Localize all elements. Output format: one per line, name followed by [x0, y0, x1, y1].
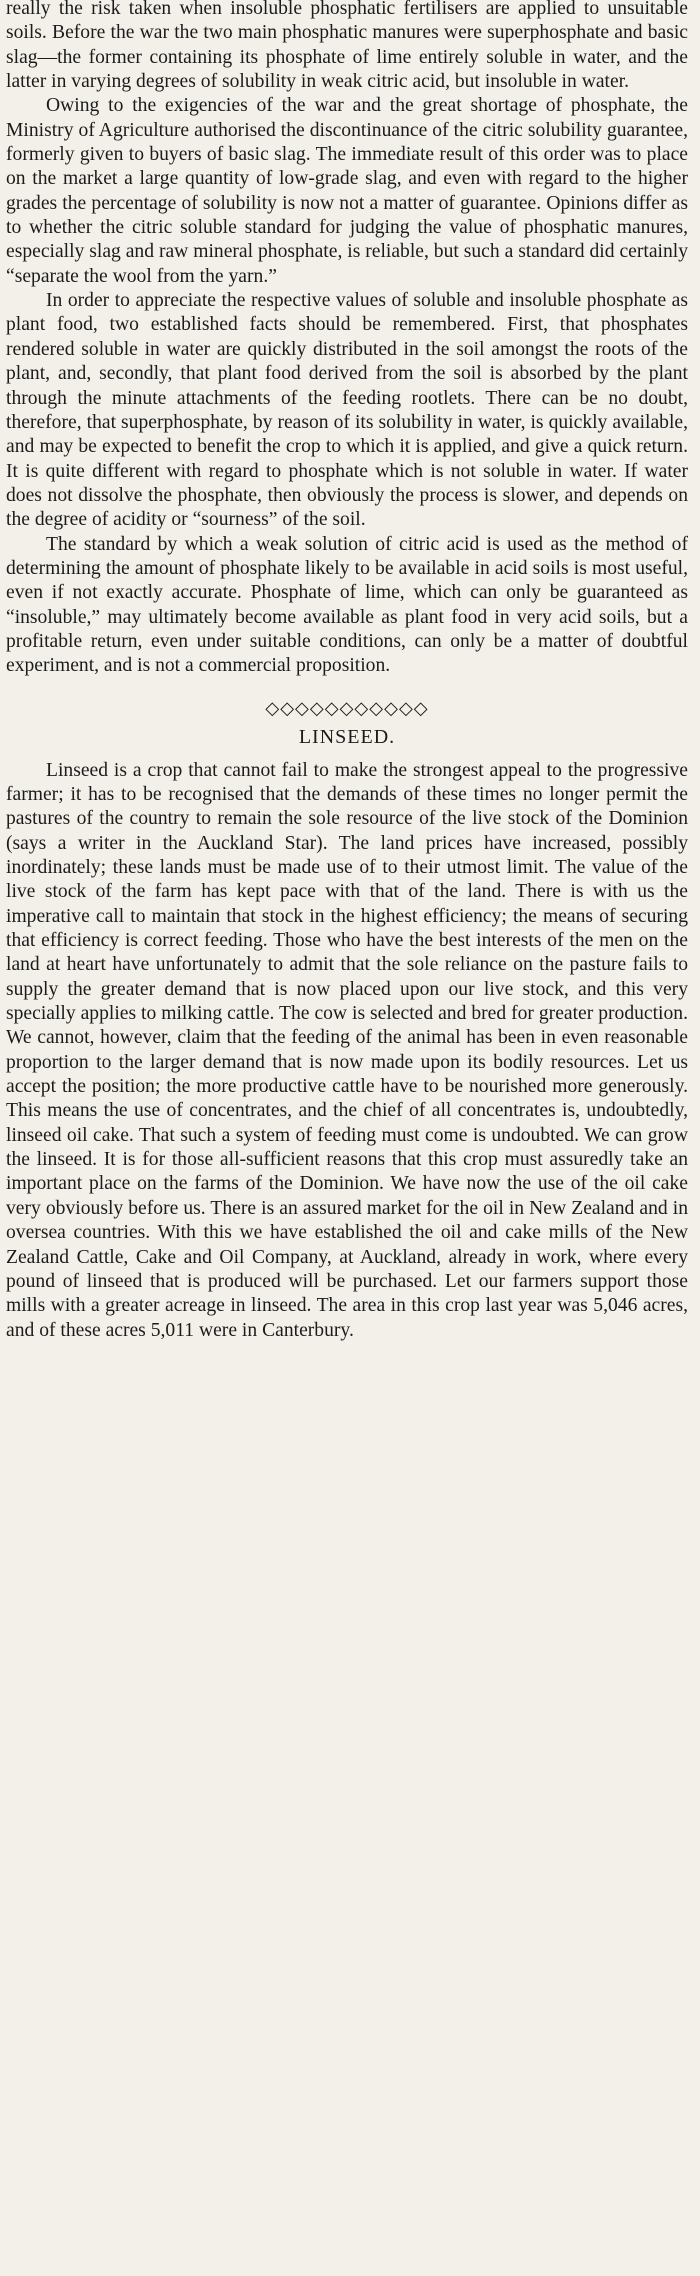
- paragraph-war-exigencies: Owing to the exigencies of the war and the great shortage of phosphate, the Ministry of Agriculture authorised the discontinuance of the citric solubility guarantee, formerly given to buyers of basic slag. The immediate result of this order was to place on the market a large quantity of low-grade slag, and even with regard to the higher grades the percentage of solubility is now not a matter of guarantee. Opinions differ as to whether the citric soluble standard for judging the value of phosphatic manures, especially slag and raw mineral phosphate, is reliable, but such a standard did certainly “separate the wool from the yarn.”: [6, 95, 688, 287]
- section-ornament: ◇◇◇◇◇◇◇◇◇◇◇: [265, 697, 429, 718]
- paragraph-linseed: Linseed is a crop that cannot fail to make the strongest appeal to the progressive farmer; it has to be recognised that the demands of these times no longer permit the pastures of the country to remain the sole resource of the live stock of the Dominion (says a writer in the Auckland Star). The land prices have increased, possibly inordinately; these lands must be made use of to their utmost limit. The value of the live stock of the farm has kept pace with that of the land. There is with us the imperative call to maintain that stock in the highest efficiency; the means of securing that efficiency is correct feeding. Those who have the best interests of the men on the land at heart have unfortunately to admit that the sole reliance on the pasture fails to supply the greater demand that is now placed upon our live stock, and this very specially applies to milking cattle. The cow is selected and bred for greater production. We cannot, however, claim that the feeding of the animal has been in even reasonable proportion to the larger demand that is now made upon its bodily resources. Let us accept the position; the more productive cattle have to be nourished more generously. This means the use of concentrates, and the chief of all concentrates is, undoubtedly, linseed oil cake. That such a system of feeding must come is undoubted. We can grow the linseed. It is for those all-sufficient reasons that this crop must assuredly take an important place on the farms of the Dominion. We have now the use of the oil cake very obviously before us. There is an assured market for the oil in New Zealand and in oversea countries. With this we have established the oil and cake mills of the New Zealand Cattle, Cake and Oil Company, at Auckland, already in work, where every pound of linseed that is produced will be purchased. Let our farmers support those mills with a greater acreage in linseed. The area in this crop last year was 5,046 acres, and of these acres 5,011 were in Canterbury.: [6, 759, 688, 1341]
- paragraph-soluble-values: In order to appreciate the respective values of soluble and insoluble phosphate as plant food, two established facts should be remembered. First, that phosphates rendered soluble in water are quickly distributed in the soil amongst the roots of the plant, and, secondly, that plant food derived from the soil is absorbed by the plant through the minute attachments of the feeding rootlets. There can be no doubt, therefore, that superphosphate, by reason of its solubility in water, is quickly available, and may be expected to benefit the crop to which it is applied, and give a quick return. It is quite different with regard to phosphate which is not soluble in water. If water does not dissolve the phosphate, then obviously the process is slower, and depends on the degree of acidity or “sourness” of the soil.: [6, 290, 688, 531]
- paragraph-risk-intro: really the risk taken when insoluble phosphatic fertilisers are applied to unsuitable soils. Before the war the two main phosphatic manures were superphosphate and basic slag—the former containing its phosphate of lime entirely soluble in water, and the latter in varying degrees of solubility in weak citric acid, but insoluble in water.: [6, 0, 688, 93]
- paragraph-citric-standard: The standard by which a weak solution of citric acid is used as the method of determining the amount of phosphate likely to be available in acid soils is most useful, even if not exactly accurate. Phosphate of lime, which can only be guaranteed as “insoluble,” may ultimately become available as plant food in very acid soils, but a profitable return, even under suitable conditions, can only be a matter of doubtful experiment, and is not a commercial proposition.: [6, 533, 688, 677]
- section-title-linseed: LINSEED.: [298, 725, 396, 748]
